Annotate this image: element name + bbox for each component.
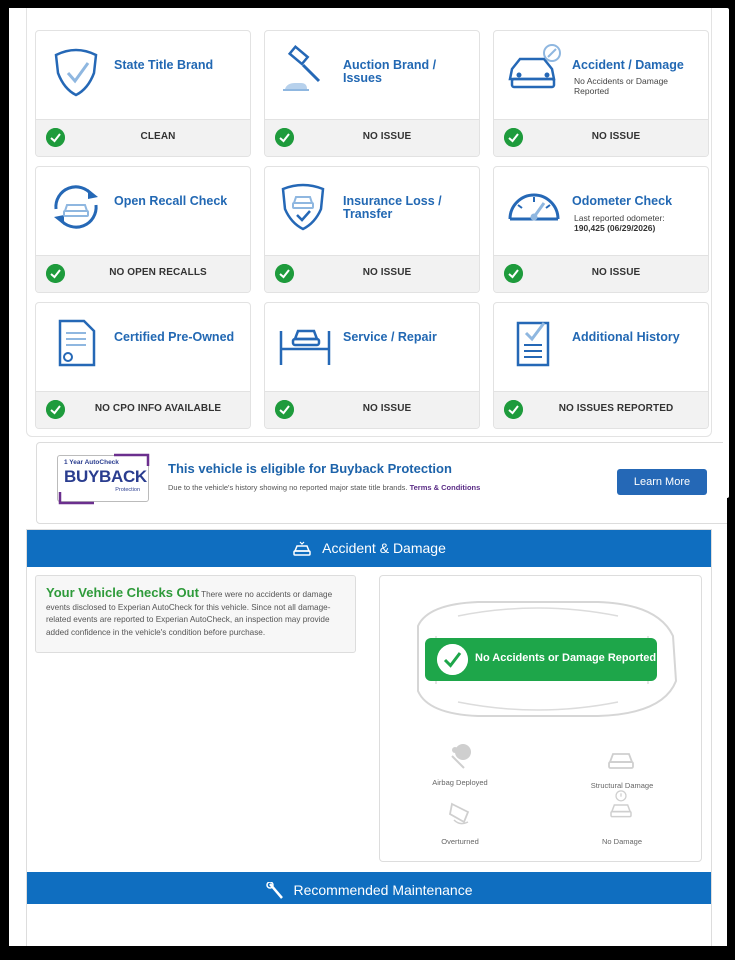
status-label: NO CPO INFO AVAILABLE <box>94 403 222 414</box>
report-page <box>9 8 727 946</box>
card-title: Odometer Check <box>572 194 673 208</box>
shield-check-icon <box>48 43 104 99</box>
check-circle-icon <box>437 644 468 675</box>
check-icon <box>46 264 65 283</box>
buyback-logo-small: 1 Year AutoCheck <box>64 459 119 466</box>
card-title: Open Recall Check <box>114 194 228 208</box>
vehicle-summary-box <box>35 575 356 653</box>
status-label: NO ISSUE <box>362 131 412 142</box>
overturned-icon <box>446 798 476 828</box>
buyback-title: This vehicle is eligible for Buyback Protection <box>168 461 452 476</box>
card-certified-pre-owned[interactable] <box>35 302 251 429</box>
card-subtitle: Last reported odometer: <box>574 213 665 223</box>
check-icon <box>275 400 294 419</box>
damage-label-airbag: Airbag Deployed <box>432 778 488 787</box>
check-icon <box>504 264 523 283</box>
status-label: NO OPEN RECALLS <box>109 267 207 278</box>
buyback-logo-protection: Protection <box>115 487 140 493</box>
buyback-desc-text: Due to the vehicle's history showing no reported major state title brands. <box>168 483 408 492</box>
card-title: Additional History <box>572 330 680 344</box>
summary-text: There were no accidents or damage events disclosed to Experian AutoCheck for this vehicle. Since not all damage-related events are reported to Experian AutoCheck, an inspection may provide added confidence in the vehicle's condition before purchase. <box>46 590 333 637</box>
card-odometer-check[interactable] <box>493 166 709 293</box>
status-label: NO ISSUE <box>362 403 412 414</box>
card-title: Service / Repair <box>343 330 437 344</box>
status-label: NO ISSUE <box>362 267 412 278</box>
card-open-recall[interactable] <box>35 166 251 293</box>
status-label: NO ISSUE <box>591 267 641 278</box>
history-summary-panel <box>26 8 712 437</box>
status-label: NO ISSUE <box>591 131 641 142</box>
no-damage-icon <box>606 790 636 820</box>
recommended-maintenance-text: Recommended Maintenance <box>293 882 473 898</box>
odometer-value: 190,425 (06/29/2026) <box>574 223 656 233</box>
accident-damage-header-text: Accident & Damage <box>322 540 446 556</box>
check-icon <box>275 128 294 147</box>
buyback-banner <box>36 442 727 524</box>
card-additional-history[interactable] <box>493 302 709 429</box>
gavel-icon <box>277 43 333 99</box>
card-subtitle: No Accidents or Damage Reported <box>574 76 669 96</box>
no-accidents-banner <box>425 638 657 681</box>
card-title: Accident / Damage <box>572 58 684 72</box>
check-icon <box>275 264 294 283</box>
card-title: Insurance Loss / Transfer <box>343 194 442 221</box>
summary-heading: Your Vehicle Checks Out <box>46 585 199 600</box>
insurance-shield-icon <box>277 179 333 235</box>
car-lift-icon <box>277 315 333 371</box>
card-state-title-brand[interactable] <box>35 30 251 157</box>
damage-label-structural: Structural Damage <box>590 781 654 790</box>
card-title: Auction Brand / Issues <box>343 58 437 85</box>
speedometer-icon <box>506 179 562 235</box>
check-icon <box>504 400 523 419</box>
wrench-icon <box>266 882 286 900</box>
card-auction-brand[interactable] <box>264 30 480 157</box>
buyback-logo <box>57 455 149 502</box>
card-insurance-loss[interactable] <box>264 166 480 293</box>
structural-damage-icon <box>606 744 636 774</box>
check-icon <box>46 128 65 147</box>
maintenance-content <box>27 904 711 946</box>
airbag-icon <box>446 740 476 770</box>
document-check-icon <box>506 315 562 371</box>
recall-car-icon <box>48 179 104 235</box>
status-label: CLEAN <box>140 131 176 142</box>
buyback-logo-big: BUYBACK <box>64 467 147 486</box>
banner-text: No Accidents or Damage Reported <box>475 652 657 664</box>
learn-more-button[interactable]: Learn More <box>617 469 707 495</box>
card-title: Certified Pre-Owned <box>114 330 235 344</box>
accident-damage-section <box>26 529 712 946</box>
damage-label-overturned: Overturned <box>441 837 479 846</box>
card-service-repair[interactable] <box>264 302 480 429</box>
terms-conditions-link[interactable]: Terms & Conditions <box>409 483 481 492</box>
car-crash-icon <box>292 541 314 557</box>
buyback-description <box>168 483 480 492</box>
car-damage-icon <box>506 43 562 99</box>
card-title: State Title Brand <box>114 58 214 72</box>
card-accident-damage[interactable] <box>493 30 709 157</box>
accident-damage-header <box>27 530 711 567</box>
damage-diagram <box>379 575 702 862</box>
scrollbar[interactable] <box>723 8 729 498</box>
certificate-icon <box>48 315 104 371</box>
damage-label-no-damage: No Damage <box>601 837 643 846</box>
check-icon <box>46 400 65 419</box>
status-label: NO ISSUES REPORTED <box>558 403 674 414</box>
check-icon <box>504 128 523 147</box>
